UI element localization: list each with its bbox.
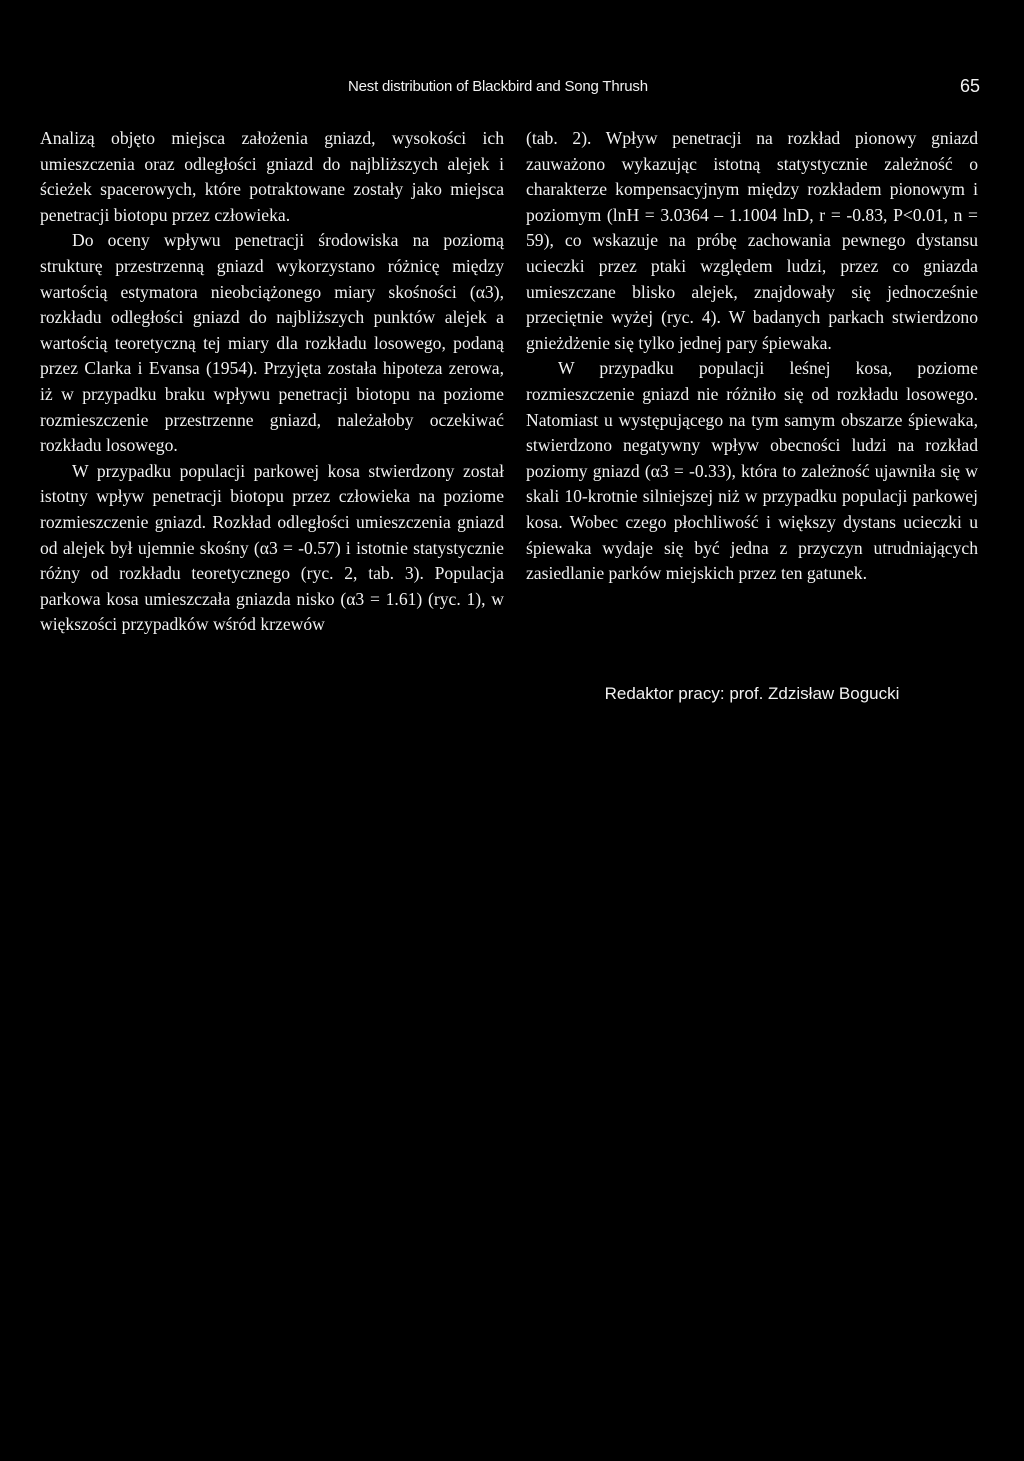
left-column <box>40 126 504 638</box>
page-number: 65 <box>959 76 980 96</box>
right-column <box>526 126 978 587</box>
paragraph: Do oceny wpływu penetracji środowiska na poziomą strukturę przestrzenną gniazd wykorzystano różnicę między wartością estymatora nieobciążonego miary skośności (α3), rozkładu odległości gniazd do najbliższych punktów alejek a wartością teoretyczną tej miary dla rozkładu losowego, podaną przez Clarka i Evansa (1954). Przyjęta została hipoteza zerowa, iż w przypadku braku wpływu penetracji biotopu na poziome rozmieszczenie przestrzenne gniazd, należałoby oczekiwać rozkładu losowego. <box>40 230 504 456</box>
running-header: Nest distribution of Blackbird and Song Thrush <box>348 78 648 95</box>
paragraph: W przypadku populacji leśnej kosa, poziome rozmieszczenie gniazd nie różniło się od rozkładu losowego. Natomiast u występującego na tym samym obszarze śpiewaka, stwierdzono negatywny wpływ obecności ludzi na rozkład poziomy gniazd (α3 = -0.33), która to zależność ujawniła się w skali 10-krotnie silniejszej niż w przypadku populacji parkowej kosa. Wobec czego płochliwość i większy dystans ucieczki u śpiewaka wydaje się być jedna z przyczyn utrudniających zasiedlanie parków miejskich przez ten gatunek. <box>526 358 978 584</box>
paragraph: W przypadku populacji parkowej kosa stwierdzony został istotny wpływ penetracji biotopu przez człowieka na poziome rozmieszczenie gniazd. Rozkład odległości umieszczenia gniazd od alejek był ujemnie skośny (α3 = -0.57) i istotnie statystycznie różny od rozkładu teoretycznego (ryc. 2, tab. 3). Populacja parkowa kosa umieszczała gniazda nisko (α3 = 1.61) (ryc. 1), w większości przypadków wśród krzewów <box>40 460 504 635</box>
paragraph: Analizą objęto miejsca założenia gniazd, wysokości ich umieszczenia oraz odległości gniazd do najbliższych alejek i ścieżek spacerowych, które potraktowane zostały jako miejsca penetracji biotopu przez człowieka. <box>40 128 504 225</box>
paragraph: (tab. 2). Wpływ penetracji na rozkład pionowy gniazd zauważono wykazując istotną statystycznie zależność o charakterze kompensacyjnym między rozkładem pionowym i poziomym (lnH = 3.0364 – 1.1004 lnD, r = -0.83, P<0.01, n = 59), co wskazuje na próbę zachowania pewnego dystansu ucieczki przez ptaki względem ludzi, przez co gniazda umieszczane blisko alejek, znajdowały się jednocześnie przeciętnie wyżej (ryc. 4). W badanych parkach stwierdzono gnieżdżenie się tylko jednej pary śpiewaka. <box>526 128 978 353</box>
editor-note: Redaktor pracy: prof. Zdzisław Bogucki <box>604 684 900 703</box>
